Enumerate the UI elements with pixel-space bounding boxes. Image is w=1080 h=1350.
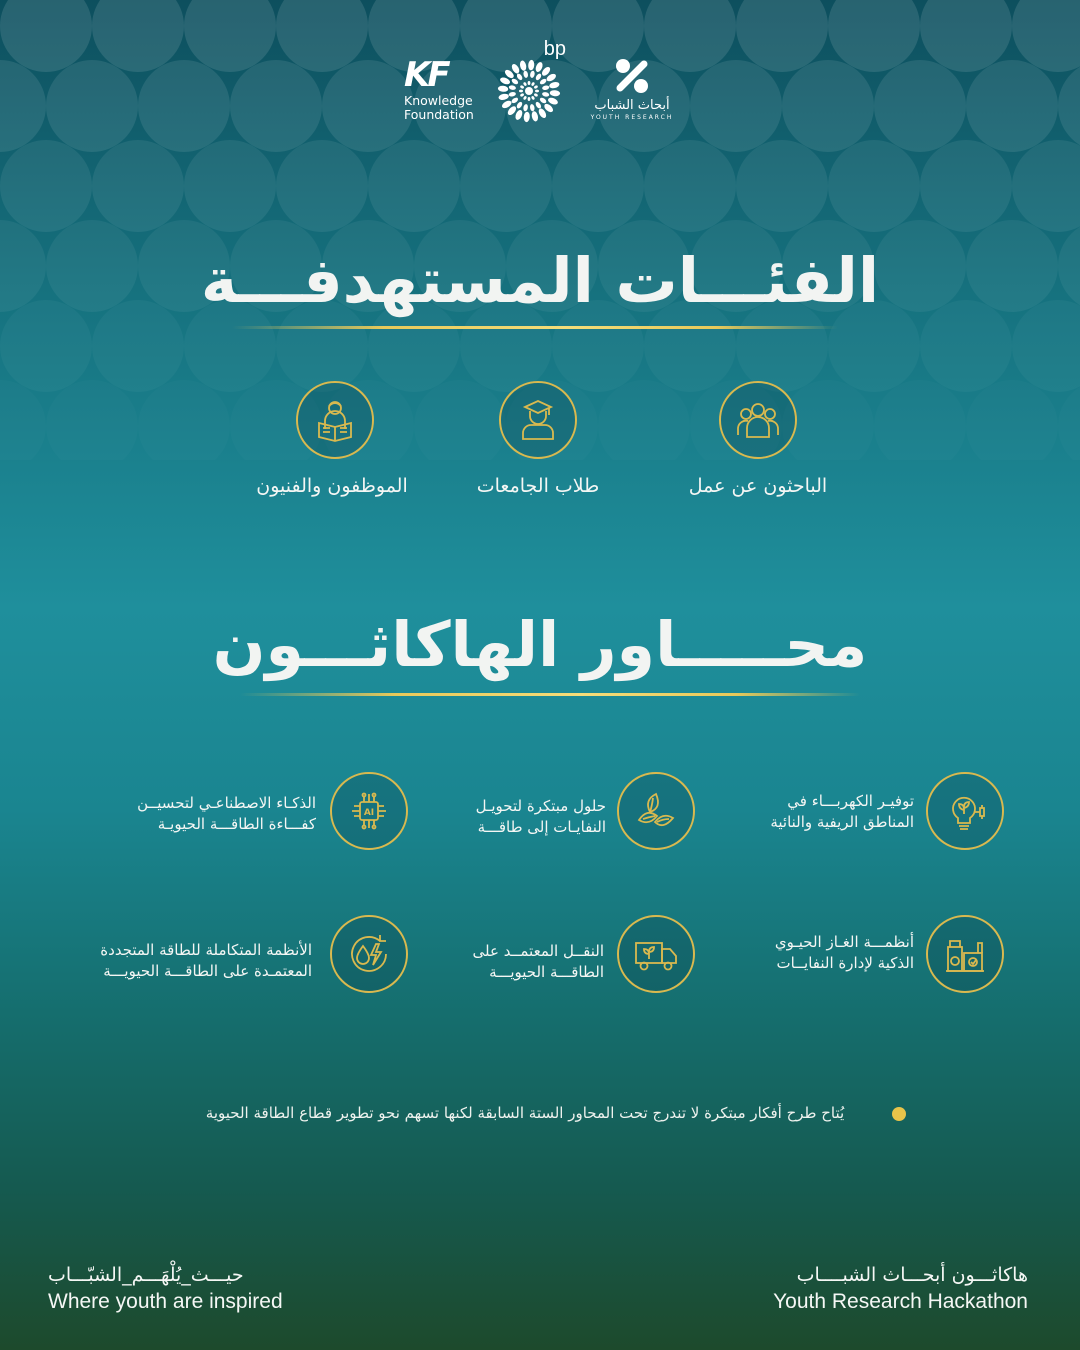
axis-text-waste-to-energy xyxy=(476,796,606,838)
axis-line2: النفايـات إلى طاقـــة xyxy=(477,818,606,836)
knowledge-foundation-logo xyxy=(404,55,484,122)
axis-line2: المعتمـدة على الطاقـــة الحيويـــة xyxy=(103,962,312,980)
background-bubble xyxy=(414,380,506,460)
bp-logo xyxy=(494,38,568,134)
background-bubble xyxy=(552,140,644,232)
graduate-student-icon xyxy=(515,397,561,443)
background-bubble xyxy=(736,140,828,232)
youth-research-mark-icon xyxy=(612,56,652,96)
bp-petal xyxy=(533,93,538,97)
target-groups-divider xyxy=(232,326,838,329)
axis-waste-to-energy-icon-circle xyxy=(617,772,695,850)
background-bubble xyxy=(276,140,368,232)
bp-petal xyxy=(516,101,524,109)
background-bubble xyxy=(92,140,184,232)
bp-petal xyxy=(498,93,509,101)
kf-name-line2: Foundation xyxy=(404,107,474,122)
job-seekers-icon-circle xyxy=(719,381,797,459)
bp-petal xyxy=(539,78,547,86)
axis-line1: أنظمـــة الغـاز الحيـوي xyxy=(774,933,914,951)
bp-petal xyxy=(549,81,560,89)
bp-petal xyxy=(499,76,511,86)
background-bubble xyxy=(1012,140,1080,232)
eco-truck-icon xyxy=(633,931,679,977)
axis-text-biogas xyxy=(775,932,914,974)
axis-rural-electricity-icon-circle xyxy=(926,772,1004,850)
group-of-people-icon xyxy=(735,397,781,443)
background-bubble xyxy=(1058,380,1080,460)
axis-text-bio-transport xyxy=(473,941,604,983)
background-bubble xyxy=(46,380,138,460)
bp-petal xyxy=(508,85,516,91)
bp-petal xyxy=(523,104,529,112)
bp-center xyxy=(525,87,533,95)
axis-line1: حلول مبتكرة لتحويـل xyxy=(475,797,606,815)
youth-research-arabic: أبحاث الشباب xyxy=(594,98,670,113)
axis-line1: النقــل المعتمــد على xyxy=(472,942,604,960)
bp-petal xyxy=(498,85,509,92)
background-bubble xyxy=(874,380,966,460)
axis-integrated-renewables-icon-circle xyxy=(330,915,408,993)
tagline-arabic: حيـــث_يُلْهَـــم_الشبّـــاب xyxy=(48,1264,244,1286)
bp-petal xyxy=(523,111,530,122)
bp-petal xyxy=(542,85,550,91)
axis-ai-efficiency-icon-circle xyxy=(330,772,408,850)
background-bubble xyxy=(460,140,552,232)
background-bubble xyxy=(138,380,230,460)
bp-petal xyxy=(542,92,550,98)
event-name-english: Youth Research Hackathon xyxy=(773,1290,1028,1313)
bp-petal xyxy=(531,95,535,100)
background-bubble xyxy=(0,140,92,232)
biogas-plant-icon xyxy=(942,931,988,977)
bp-wordmark: bp xyxy=(543,38,566,60)
kf-mark: KF xyxy=(404,55,448,95)
person-reading-icon xyxy=(312,397,358,443)
svg-text:AI: AI xyxy=(363,808,375,818)
water-energy-icon xyxy=(346,931,392,977)
university-students-icon-circle xyxy=(499,381,577,459)
bp-petal xyxy=(535,90,539,93)
partner-logos xyxy=(0,38,1080,138)
bp-petal xyxy=(535,73,543,81)
background-bubble xyxy=(828,140,920,232)
bp-helios-icon xyxy=(494,56,564,126)
kf-name-line1: Knowledge xyxy=(404,93,473,108)
category-label-students: طلاب الجامعات xyxy=(476,475,600,497)
bp-petal xyxy=(523,82,527,87)
youth-research-english: YOUTH RESEARCH xyxy=(590,114,674,121)
axis-biogas-icon-circle xyxy=(926,915,1004,993)
axis-line1: توفيـر الكهربـــاء في xyxy=(787,792,914,810)
event-name-arabic: هاكاثـــون أبحـــاث الشبــــاب xyxy=(796,1264,1028,1286)
bullet-dot xyxy=(892,1107,906,1121)
bp-petal xyxy=(528,81,531,85)
footer-tagline xyxy=(48,1262,348,1316)
bp-petal xyxy=(534,61,544,73)
bp-petal xyxy=(523,95,527,100)
bp-petal xyxy=(547,96,559,106)
category-label-employees: الموظفون والفنيون xyxy=(256,475,408,497)
target-groups-title: الفئـــات المستهدفـــة xyxy=(200,244,880,317)
bp-petal xyxy=(528,60,535,71)
bp-petal xyxy=(520,93,525,97)
axis-line2: الطاقـــة الحيويـــة xyxy=(489,963,604,981)
bp-petal xyxy=(530,70,536,78)
bp-petal xyxy=(519,60,527,71)
bp-petal xyxy=(519,90,523,93)
background-bubble xyxy=(184,140,276,232)
hackathon-axes-divider xyxy=(240,693,860,696)
bp-petal xyxy=(533,85,538,89)
bp-petal xyxy=(529,104,535,112)
bp-petal xyxy=(511,97,519,105)
axis-text-integrated-renewables xyxy=(100,940,312,982)
youth-research-logo xyxy=(582,56,682,122)
additional-ideas-note: يُتاح طرح أفكار مبتكرة لا تندرج تحت المحاور الستة السابقة لكنها تسهم نحو تطوير قطاع الطاقة الحيوية xyxy=(205,1104,845,1122)
background-bubble xyxy=(966,380,1058,460)
bp-petal xyxy=(531,82,535,87)
bp-petal xyxy=(516,73,524,81)
axis-text-rural-electricity xyxy=(770,791,914,833)
ai-chip-icon xyxy=(346,788,392,834)
bp-petal xyxy=(514,109,524,121)
bp-petal xyxy=(511,78,519,86)
bp-petal xyxy=(523,70,529,78)
background-bubble xyxy=(0,380,46,460)
background-bubble xyxy=(368,140,460,232)
background-bubble xyxy=(598,380,690,460)
lightbulb-plug-icon xyxy=(942,788,988,834)
axis-text-ai-efficiency xyxy=(137,793,316,835)
axis-bio-transport-icon-circle xyxy=(617,915,695,993)
hackathon-axes-title: محـــــاور الهاكاثـــون xyxy=(212,608,868,681)
axis-line1: الأنظمة المتكاملة للطاقة المتجددة xyxy=(100,941,312,959)
employees-icon-circle xyxy=(296,381,374,459)
axis-line2: الذكية لإدارة النفايــات xyxy=(776,954,914,972)
tagline-english: Where youth are inspired xyxy=(48,1290,283,1313)
axis-line2: المناطق الريفية والنائية xyxy=(770,813,914,831)
recycle-leaves-icon xyxy=(633,788,679,834)
bp-petal xyxy=(539,97,547,105)
bp-petal xyxy=(531,111,539,122)
background-bubble xyxy=(644,140,736,232)
bp-petal xyxy=(535,101,543,109)
bp-petal xyxy=(520,85,525,89)
axis-line1: الذكـاء الاصطناعـي لتحسيــن xyxy=(137,794,316,812)
category-label-job-seekers: الباحثون عن عمل xyxy=(688,475,828,497)
bp-petal xyxy=(528,97,531,101)
axis-line2: كفـــاءة الطاقـــة الحيويـة xyxy=(157,815,316,833)
footer-event-name xyxy=(728,1262,1028,1316)
bp-petal xyxy=(549,90,560,97)
background-bubble xyxy=(920,140,1012,232)
bp-petal xyxy=(508,91,516,97)
